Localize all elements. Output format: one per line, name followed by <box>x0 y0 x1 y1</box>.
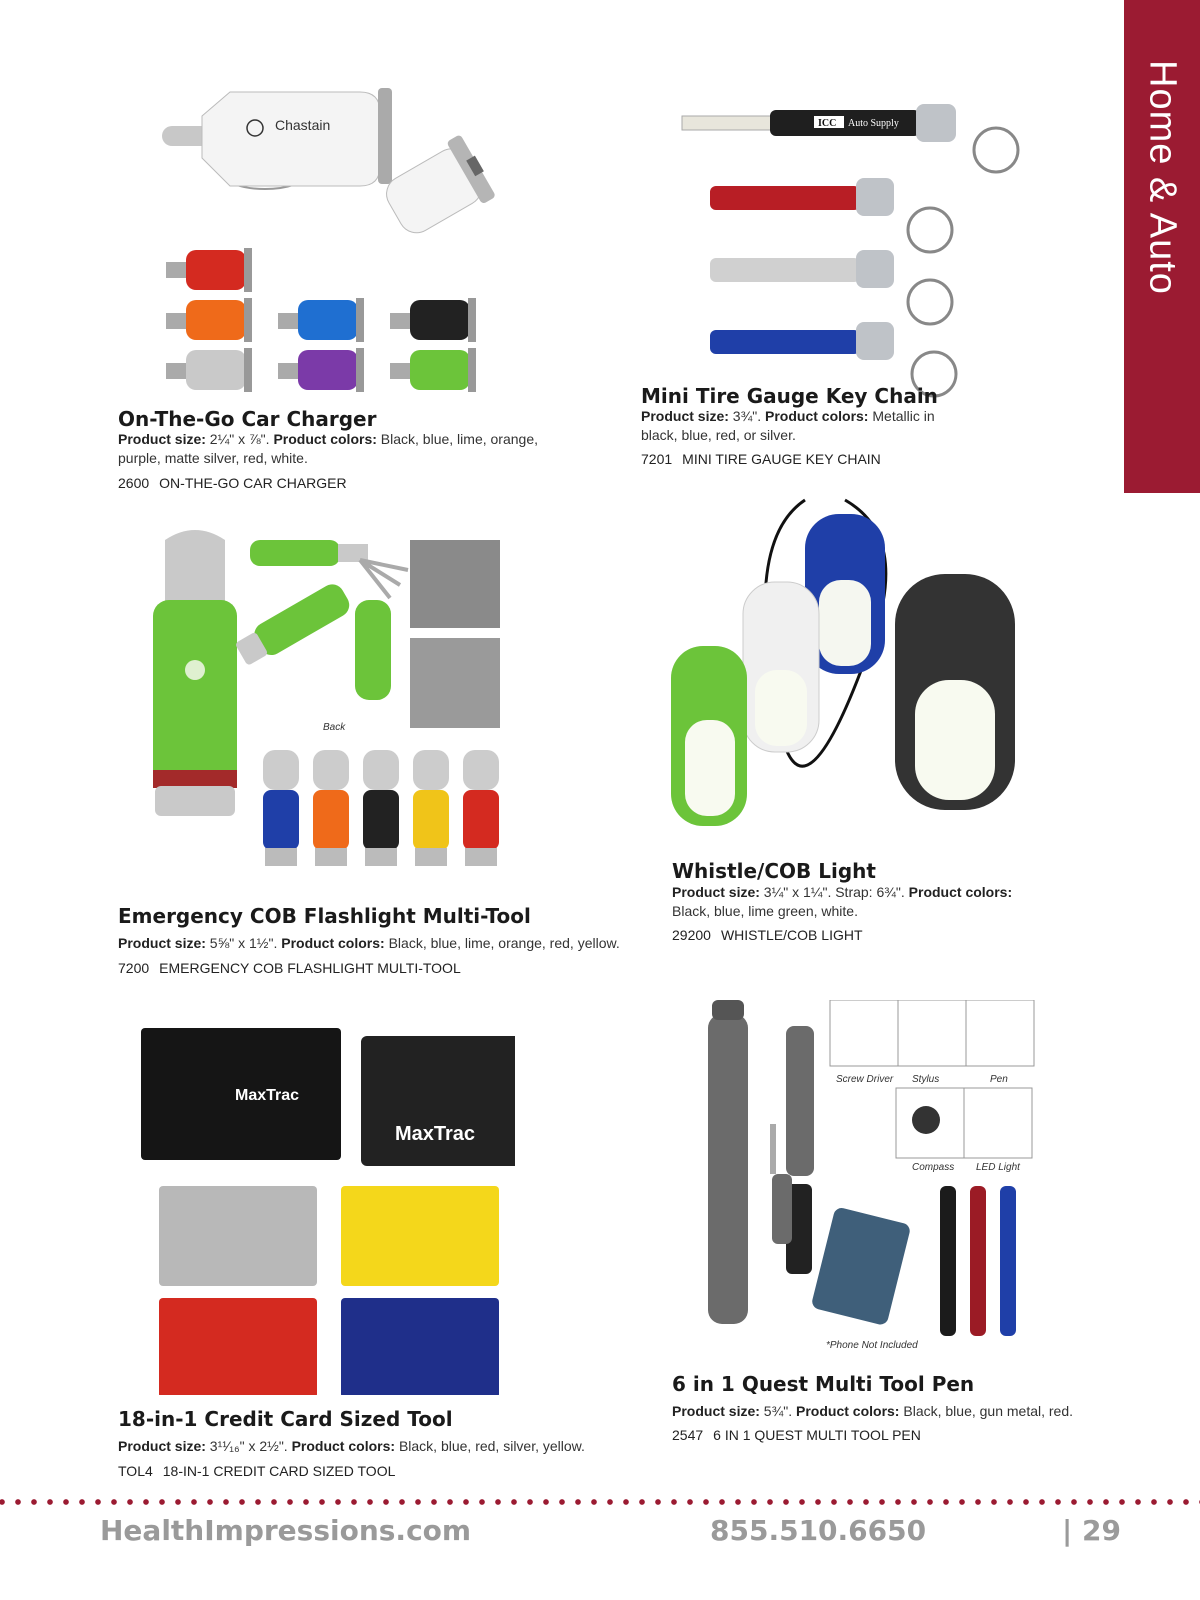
svg-text:Stylus: Stylus <box>912 1074 940 1085</box>
red-card-tool <box>159 1298 317 1395</box>
size-label: Product size: <box>118 431 206 447</box>
orange-charger <box>166 298 252 342</box>
product-desc-tire-gauge <box>641 407 941 445</box>
section-tab <box>1124 0 1200 493</box>
black-whistle-light <box>895 574 1015 810</box>
svg-text:Auto Supply: Auto Supply <box>848 118 899 129</box>
product-title-tool-pen: 6 in 1 Quest Multi Tool Pen <box>672 1372 975 1396</box>
item-number: 2547 <box>672 1427 704 1443</box>
item-number: TOL4 <box>118 1463 153 1479</box>
photo-seatbelt-cut <box>410 638 500 728</box>
colors-value: Black, blue, gun metal, red. <box>903 1403 1074 1419</box>
product-desc-card-tool <box>118 1437 618 1456</box>
size-value: 3¹¹⁄₁₆" x 2½". <box>209 1438 288 1454</box>
colors-label: Product colors: <box>908 884 1013 900</box>
size-label: Product size: <box>672 884 760 900</box>
red-charger <box>166 248 252 292</box>
credit-card-tool-image <box>135 1000 515 1395</box>
item-name: MINI TIRE GAUGE KEY CHAIN <box>682 451 881 467</box>
lime-flashlight-angled <box>233 580 354 669</box>
size-label: Product size: <box>118 935 206 951</box>
product-desc-flashlight <box>118 934 638 953</box>
colors-label: Product colors: <box>796 1403 900 1419</box>
size-value: 3¼" x 1¼". Strap: 6¾". <box>763 884 905 900</box>
white-charger-small <box>377 133 498 244</box>
colors-label: Product colors: <box>273 431 377 447</box>
car-charger-image <box>160 70 520 400</box>
product-code-whistle-light <box>672 927 863 943</box>
size-label: Product size: <box>641 408 729 424</box>
blue-charger <box>278 298 364 342</box>
black-card-sleeve <box>361 1036 515 1166</box>
white-charger-large <box>162 88 392 189</box>
pen-parts <box>770 1026 814 1274</box>
flashlight-row <box>263 750 499 866</box>
svg-text:Compass: Compass <box>912 1162 955 1173</box>
svg-text:Chastain: Chastain <box>275 117 331 133</box>
item-name: 6 IN 1 QUEST MULTI TOOL PEN <box>713 1427 921 1443</box>
white-whistle-light <box>743 582 819 752</box>
product-title-whistle-light: Whistle/COB Light <box>672 859 876 883</box>
svg-text:Screw Driver: Screw Driver <box>836 1074 894 1085</box>
inset-compass <box>896 1088 964 1173</box>
product-title-car-charger: On-The-Go Car Charger <box>118 407 377 431</box>
inset-led <box>964 1088 1032 1173</box>
photo-window-break <box>410 540 500 628</box>
product-code-tire-gauge <box>641 451 881 467</box>
section-tab-label: Home & Auto <box>1141 60 1184 295</box>
svg-text:Pen: Pen <box>990 1074 1008 1085</box>
item-number: 7201 <box>641 451 673 467</box>
colors-value: Black, blue, red, silver, yellow. <box>398 1438 585 1454</box>
colors-label: Product colors: <box>765 408 869 424</box>
item-number: 2600 <box>118 475 150 491</box>
size-label: Product size: <box>672 1403 760 1419</box>
product-title-tire-gauge: Mini Tire Gauge Key Chain <box>641 384 938 408</box>
silver-charger <box>166 348 252 392</box>
yellow-card-tool <box>341 1186 499 1286</box>
phone-stand <box>811 1206 912 1326</box>
svg-text:ICC: ICC <box>818 118 837 129</box>
product-desc-whistle-light <box>672 883 1032 921</box>
product-code-car-charger <box>118 475 347 491</box>
inset-screwdriver <box>830 1000 898 1085</box>
silver-card-tool <box>159 1186 317 1286</box>
footer-page-number: | 29 <box>1062 1514 1121 1547</box>
lime-charger <box>390 348 476 392</box>
item-number: 7200 <box>118 960 150 976</box>
inset-stylus <box>898 1000 966 1085</box>
gunmetal-pen-main <box>708 1000 748 1324</box>
footer-phone[interactable]: 855.510.6650 <box>710 1514 927 1547</box>
item-name: WHISTLE/COB LIGHT <box>720 927 863 943</box>
product-desc-tool-pen <box>672 1402 1092 1421</box>
gauge-red <box>710 178 952 252</box>
item-name: ON-THE-GO CAR CHARGER <box>159 475 347 491</box>
svg-text:MaxTrac: MaxTrac <box>235 1087 300 1104</box>
svg-text:LED Light: LED Light <box>976 1162 1020 1173</box>
product-desc-car-charger <box>118 430 538 468</box>
colors-value: Metallic in black, blue, red, or silver. <box>641 408 935 443</box>
purple-charger <box>278 348 364 392</box>
whistle-light-image <box>665 490 1025 860</box>
item-number: 29200 <box>672 927 711 943</box>
item-name: 18-IN-1 CREDIT CARD SIZED TOOL <box>162 1463 396 1479</box>
tire-gauge-image <box>680 90 1050 400</box>
svg-text:*Phone Not Included: *Phone Not Included <box>826 1340 918 1351</box>
blue-card-tool <box>341 1298 499 1395</box>
gauge-silver <box>710 250 952 324</box>
svg-text:Back: Back <box>323 722 346 733</box>
colors-label: Product colors: <box>291 1438 396 1454</box>
product-code-tool-pen <box>672 1427 921 1443</box>
multi-tool-pen-image <box>690 1000 1040 1355</box>
black-card-tool <box>141 1028 341 1160</box>
size-label: Product size: <box>118 1438 206 1454</box>
size-value: 5¾". <box>763 1403 793 1419</box>
colors-value: Black, blue, lime green, white. <box>672 903 858 919</box>
pen-colors <box>940 1186 1016 1336</box>
footer-dotted-divider <box>0 1499 1200 1505</box>
item-name: EMERGENCY COB FLASHLIGHT MULTI-TOOL <box>159 960 461 976</box>
flashlight-image <box>145 520 515 890</box>
colors-label: Product colors: <box>281 935 385 951</box>
colors-value: Black, blue, lime, orange, purple, matte silver, red, white. <box>118 431 538 466</box>
size-value: 3¾". <box>732 408 762 424</box>
lime-flashlight-large <box>153 530 237 816</box>
product-title-card-tool: 18-in-1 Credit Card Sized Tool <box>118 1407 453 1431</box>
lime-whistle-light <box>671 646 747 826</box>
black-charger <box>390 298 476 342</box>
footer-website[interactable]: HealthImpressions.com <box>100 1514 472 1547</box>
product-title-flashlight: Emergency COB Flashlight Multi-Tool <box>118 904 531 928</box>
colors-value: Black, blue, lime, orange, red, yellow. <box>388 935 620 951</box>
svg-text:MaxTrac: MaxTrac <box>395 1123 476 1145</box>
product-code-card-tool <box>118 1463 395 1479</box>
size-value: 5⅝" x 1½". <box>209 935 278 951</box>
product-code-flashlight <box>118 960 461 976</box>
size-value: 2¼" x ⅞". <box>209 431 270 447</box>
gauge-black <box>682 104 1018 172</box>
inset-pen <box>966 1000 1034 1085</box>
